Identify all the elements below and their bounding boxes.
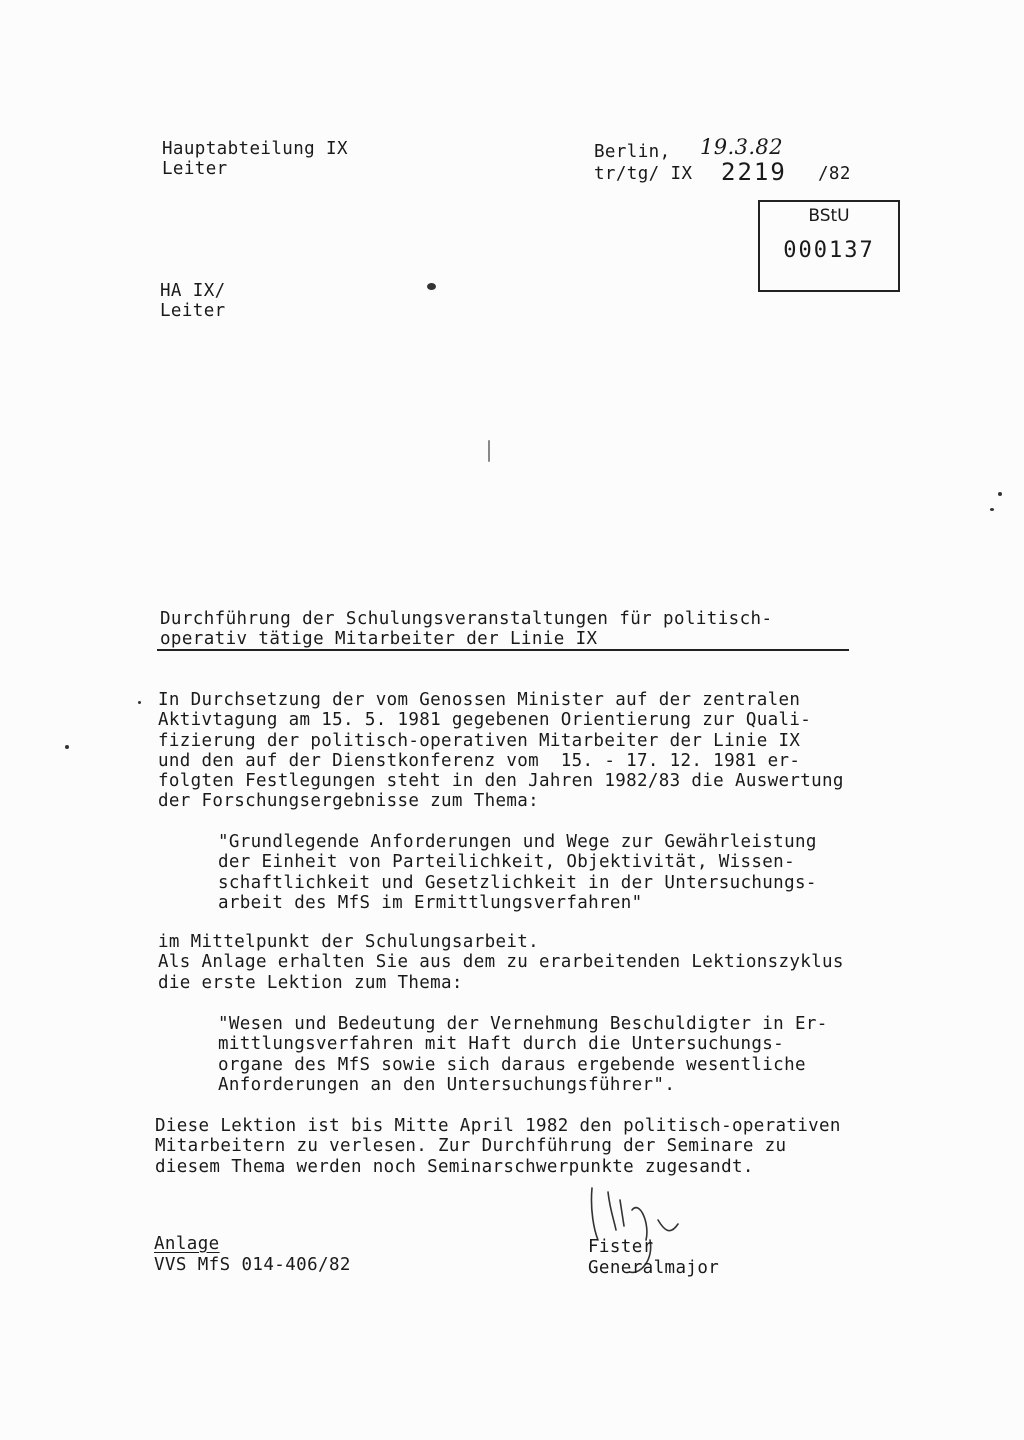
text-line: "Grundlegende Anforderungen und Wege zur Gewährleistung bbox=[218, 832, 817, 852]
scan-speck bbox=[138, 701, 141, 704]
text-line: und den auf der Dienstkonferenz vom 15. - 17. 12. 1981 er- bbox=[158, 750, 801, 771]
text-line: arbeit des MfS im Ermittlungsverfahren" bbox=[218, 892, 643, 913]
reference-suffix: /82 bbox=[818, 164, 851, 184]
place: Berlin, bbox=[594, 142, 671, 162]
scan-speck bbox=[990, 508, 994, 511]
scan-speck bbox=[488, 440, 490, 462]
text-line: organe des MfS sowie sich daraus ergebende wesentliche bbox=[218, 1054, 806, 1075]
reference-number: 2219 bbox=[721, 158, 787, 186]
text-line: schaftlichkeit und Gesetzlichkeit in der Untersuchungs- bbox=[218, 872, 817, 893]
quote-2 bbox=[218, 1014, 828, 1095]
scan-speck bbox=[65, 745, 69, 749]
subject-line-1: Durchführung der Schulungsveranstaltungen für politisch- bbox=[160, 609, 773, 629]
ink-mark bbox=[427, 283, 436, 290]
text-line: der Einheit von Parteilichkeit, Objektivität, Wissen- bbox=[218, 852, 795, 873]
text-line: diesem Thema werden noch Seminarschwerpunkte zugesandt. bbox=[155, 1156, 754, 1177]
attachment-label: Anlage bbox=[154, 1234, 220, 1254]
department-line: Hauptabteilung IX bbox=[162, 139, 348, 159]
archive-stamp bbox=[758, 200, 900, 292]
paragraph-2 bbox=[158, 932, 844, 993]
subject-line-2: operativ tätige Mitarbeiter der Linie IX bbox=[160, 629, 598, 649]
paragraph-1 bbox=[158, 690, 844, 812]
recipient-role: Leiter bbox=[160, 301, 226, 321]
text-line: Anforderungen an den Untersuchungsführer". bbox=[218, 1074, 676, 1095]
stamp-label: BStU bbox=[808, 206, 850, 226]
text-line: im Mittelpunkt der Schulungsarbeit. bbox=[158, 932, 540, 952]
text-line: Aktivtagung am 15. 5. 1981 gegebenen Orientierung zur Quali- bbox=[158, 710, 812, 731]
scan-speck bbox=[998, 492, 1002, 496]
text-line: Diese Lektion ist bis Mitte April 1982 den politisch-operativen bbox=[155, 1116, 841, 1136]
text-line: "Wesen und Bedeutung der Vernehmung Beschuldigter in Er- bbox=[218, 1014, 828, 1034]
text-line: mittlungsverfahren mit Haft durch die Untersuchungs- bbox=[218, 1034, 785, 1055]
department-role: Leiter bbox=[162, 159, 228, 179]
text-line: fizierung der politisch-operativen Mitarbeiter der Linie IX bbox=[158, 730, 801, 751]
quote-1 bbox=[218, 832, 817, 913]
signer-rank: Generalmajor bbox=[588, 1258, 720, 1278]
text-line: der Forschungsergebnisse zum Thema: bbox=[158, 791, 540, 812]
text-line: folgten Festlegungen steht in den Jahren 1982/83 die Auswertung bbox=[158, 771, 844, 792]
text-line: In Durchsetzung der vom Genossen Minister auf der zentralen bbox=[158, 690, 801, 710]
signer-name: Fister bbox=[588, 1237, 654, 1257]
attachment-reference: VVS MfS 014-406/82 bbox=[154, 1255, 351, 1275]
paragraph-3 bbox=[155, 1116, 841, 1177]
reference-prefix: tr/tg/ IX bbox=[594, 164, 693, 184]
stamp-number: 000137 bbox=[783, 238, 875, 263]
handwritten-date: 19.3.82 bbox=[700, 135, 783, 159]
recipient-line: HA IX/ bbox=[160, 281, 226, 301]
subject-underline bbox=[157, 649, 849, 651]
text-line: Mitarbeitern zu verlesen. Zur Durchführung der Seminare zu bbox=[155, 1136, 787, 1157]
text-line: Als Anlage erhalten Sie aus dem zu erarbeitenden Lektionszyklus bbox=[158, 952, 844, 973]
text-line: die erste Lektion zum Thema: bbox=[158, 972, 463, 993]
